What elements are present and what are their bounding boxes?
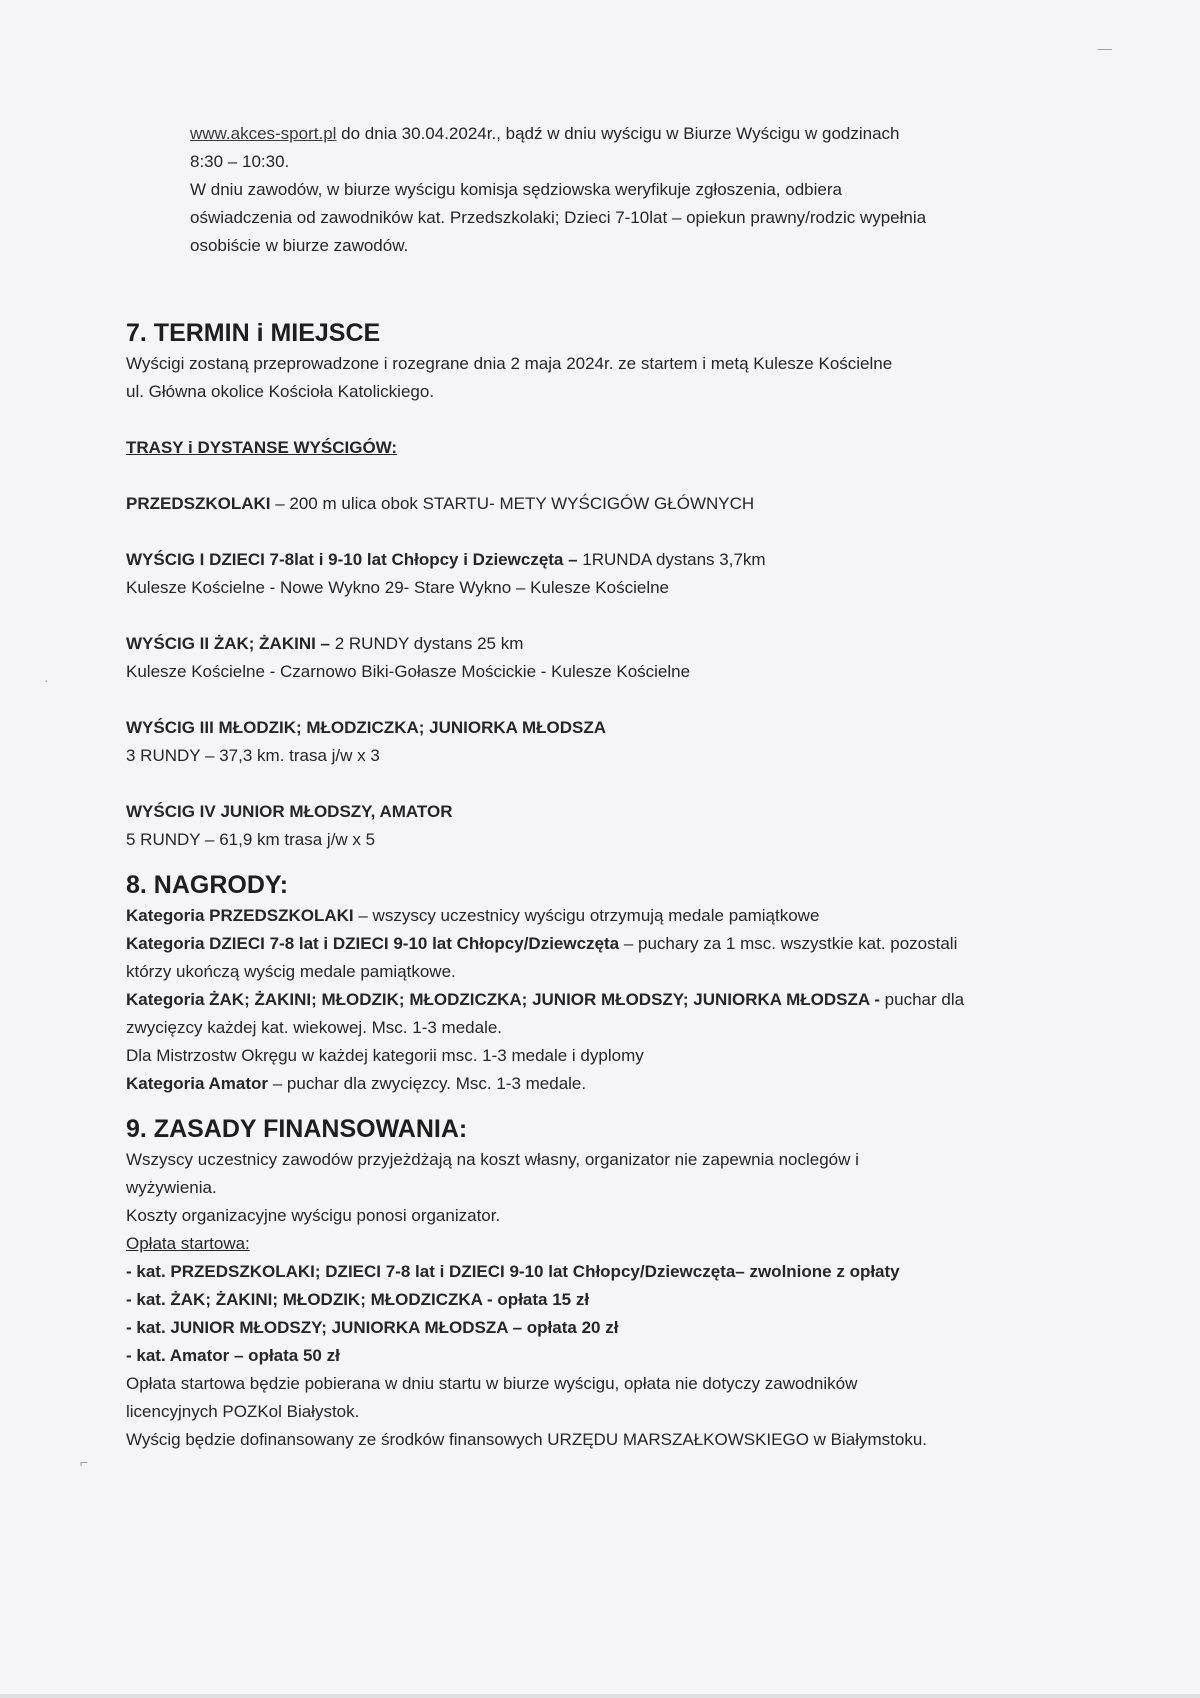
fee-item: - kat. Amator – opłata 50 zł bbox=[126, 1346, 340, 1365]
route-entry: WYŚCIG III MŁODZIK; MŁODZICZKA; JUNIORKA MŁODSZA bbox=[126, 718, 607, 737]
route-entry: PRZEDSZKOLAKI – 200 m ulica obok STARTU- METY WYŚCIGÓW GŁÓWNYCH bbox=[126, 494, 755, 513]
fee-item: - kat. JUNIOR MŁODSZY; JUNIORKA MŁODSZA – opłata 20 zł bbox=[126, 1318, 619, 1337]
route-entry: WYŚCIG I DZIECI 7-8lat i 9-10 lat Chłopcy i Dziewczęta – 1RUNDA dystans 3,7km bbox=[126, 550, 766, 569]
page-bottom-edge bbox=[0, 1694, 1200, 1698]
prize-line: Kategoria DZIECI 7-8 lat i DZIECI 9-10 lat Chłopcy/Dziewczęta – puchary za 1 msc. wszystkie kat. pozostali bbox=[126, 934, 958, 953]
finance-line: Wyścig będzie dofinansowany ze środków finansowych URZĘDU MARSZAŁKOWSKIEGO w Białymstoku. bbox=[126, 1430, 928, 1449]
route-entry: WYŚCIG IV JUNIOR MŁODSZY, AMATOR bbox=[126, 802, 453, 821]
fee-label: Opłata startowa: bbox=[126, 1234, 250, 1253]
section-heading: 8. NAGRODY: bbox=[126, 871, 289, 899]
section-heading: 7. TERMIN i MIEJSCE bbox=[126, 319, 381, 347]
intro-line: osobiście w biurze zawodów. bbox=[190, 236, 409, 255]
prize-line: Kategoria PRZEDSZKOLAKI – wszyscy uczestnicy wyścigu otrzymują medale pamiątkowe bbox=[126, 906, 820, 925]
fee-item: - kat. ŻAK; ŻAKINI; MŁODZIK; MŁODZICZKA - opłata 15 zł bbox=[126, 1290, 590, 1309]
route-path: Kulesze Kościelne - Czarnowo Biki-Gołasze Mościckie - Kulesze Kościelne bbox=[126, 662, 691, 681]
section-text: Wyścigi zostaną przeprowadzone i rozegrane dnia 2 maja 2024r. ze startem i metą Kulesze Kościelne bbox=[126, 354, 893, 373]
fee-item: - kat. PRZEDSZKOLAKI; DZIECI 7-8 lat i DZIECI 9-10 lat Chłopcy/Dziewczęta– zwolnione z opłaty bbox=[126, 1262, 900, 1281]
document-body bbox=[126, 120, 1126, 1454]
prize-line: Dla Mistrzostw Okręgu w każdej kategorii msc. 1-3 medale i dyplomy bbox=[126, 1046, 644, 1065]
website-link[interactable]: www.akces-sport.pl bbox=[190, 124, 337, 143]
finance-line: wyżywienia. bbox=[126, 1178, 217, 1197]
intro-line: W dniu zawodów, w biurze wyścigu komisja sędziowska weryfikuje zgłoszenia, odbiera bbox=[190, 180, 842, 199]
finance-line: Opłata startowa będzie pobierana w dniu startu w biurze wyścigu, opłata nie dotyczy zawodników bbox=[126, 1374, 858, 1393]
routes-heading: TRASY i DYSTANSE WYŚCIGÓW: bbox=[126, 438, 398, 457]
scan-mark: · bbox=[44, 672, 49, 688]
prize-line: którzy ukończą wyścig medale pamiątkowe. bbox=[126, 962, 456, 981]
section-heading: 9. ZASADY FINANSOWANIA: bbox=[126, 1115, 468, 1143]
prize-line: Kategoria ŻAK; ŻAKINI; MŁODZIK; MŁODZICZKA; JUNIOR MŁODSZY; JUNIORKA MŁODSZA - puchar dla bbox=[126, 990, 965, 1009]
scan-mark: — bbox=[1098, 40, 1112, 56]
finance-line: Koszty organizacyjne wyścigu ponosi organizator. bbox=[126, 1206, 501, 1225]
route-path: 3 RUNDY – 37,3 km. trasa j/w x 3 bbox=[126, 746, 380, 765]
intro-line bbox=[190, 120, 1126, 148]
finance-line: Wszyscy uczestnicy zawodów przyjeżdżają na koszt własny, organizator nie zapewnia noclegów i bbox=[126, 1150, 859, 1169]
scan-mark: ⌐ bbox=[80, 1454, 89, 1470]
section-text: ul. Główna okolice Kościoła Katolickiego. bbox=[126, 382, 435, 401]
prize-line: Kategoria Amator – puchar dla zwycięzcy. Msc. 1-3 medale. bbox=[126, 1074, 587, 1093]
route-path: 5 RUNDY – 61,9 km trasa j/w x 5 bbox=[126, 830, 376, 849]
finance-line: licencyjnych POZKol Białystok. bbox=[126, 1402, 360, 1421]
route-entry: WYŚCIG II ŻAK; ŻAKINI – 2 RUNDY dystans 25 km bbox=[126, 634, 524, 653]
route-path: Kulesze Kościelne - Nowe Wykno 29- Stare Wykno – Kulesze Kościelne bbox=[126, 578, 670, 597]
intro-hours: 8:30 – 10:30. bbox=[190, 152, 290, 171]
intro-text: do dnia 30.04.2024r., bądź w dniu wyścigu w Biurze Wyścigu w godzinach bbox=[336, 124, 900, 143]
intro-block bbox=[126, 120, 1126, 260]
prize-line: zwycięzcy każdej kat. wiekowej. Msc. 1-3 medale. bbox=[126, 1018, 503, 1037]
intro-line: oświadczenia od zawodników kat. Przedszkolaki; Dzieci 7-10lat – opiekun prawny/rodzic wypełnia bbox=[190, 208, 927, 227]
